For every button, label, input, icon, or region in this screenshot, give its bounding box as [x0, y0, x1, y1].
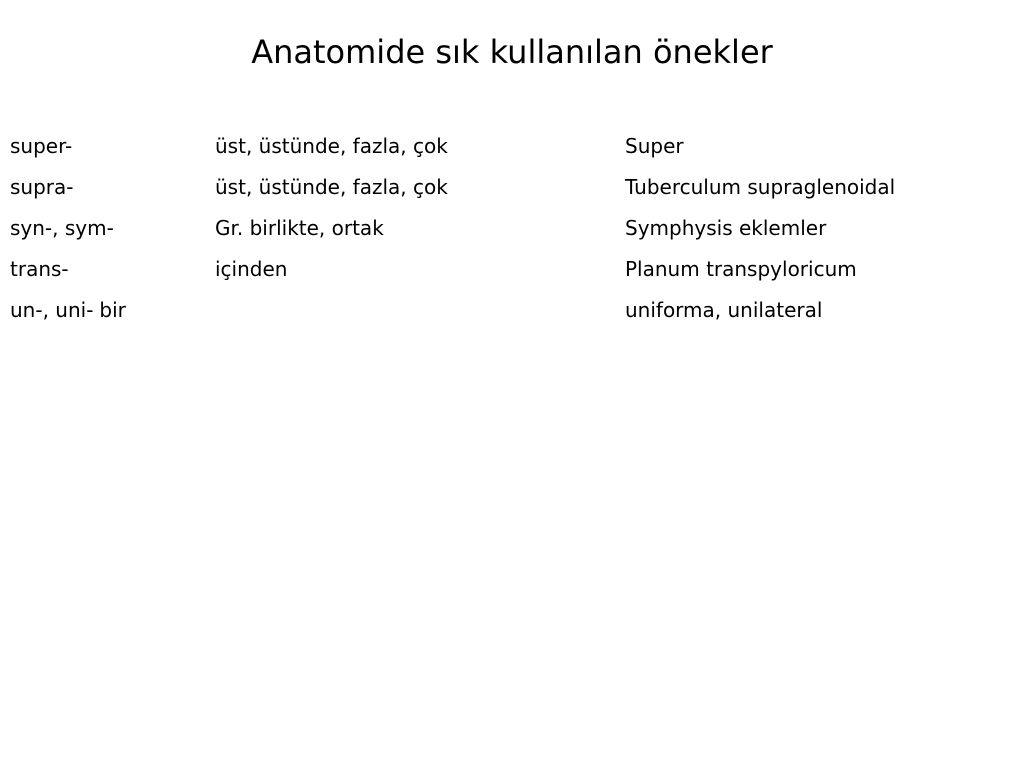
prefix-cell-with-meaning: [10, 290, 126, 331]
meaning-cell: üst, üstünde, fazla, çok: [215, 175, 448, 199]
meaning-text: bir: [99, 298, 126, 322]
example-cell: uniforma, unilateral: [625, 298, 823, 322]
table-row: [10, 290, 1010, 331]
example-cell: Planum transpyloricum: [625, 257, 857, 281]
prefix-cell: syn-, sym-: [10, 216, 114, 240]
prefix-cell: trans-: [10, 257, 69, 281]
example-cell: Symphysis eklemler: [625, 216, 827, 240]
meaning-cell: içinden: [215, 257, 288, 281]
example-cell: Tuberculum supraglenoidal: [625, 175, 896, 199]
table-row: [10, 167, 1010, 208]
table-row: [10, 249, 1010, 290]
prefix-cell: supra-: [10, 175, 74, 199]
meaning-cell: üst, üstünde, fazla, çok: [215, 134, 448, 158]
example-cell: Super: [625, 134, 684, 158]
prefix-text: un-, uni-: [10, 298, 94, 322]
table-row: [10, 126, 1010, 167]
meaning-cell: Gr. birlikte, ortak: [215, 216, 384, 240]
prefix-table: [10, 126, 1010, 331]
prefix-cell: super-: [10, 134, 73, 158]
table-row: [10, 208, 1010, 249]
slide-title: Anatomide sık kullanılan önekler: [251, 33, 773, 71]
